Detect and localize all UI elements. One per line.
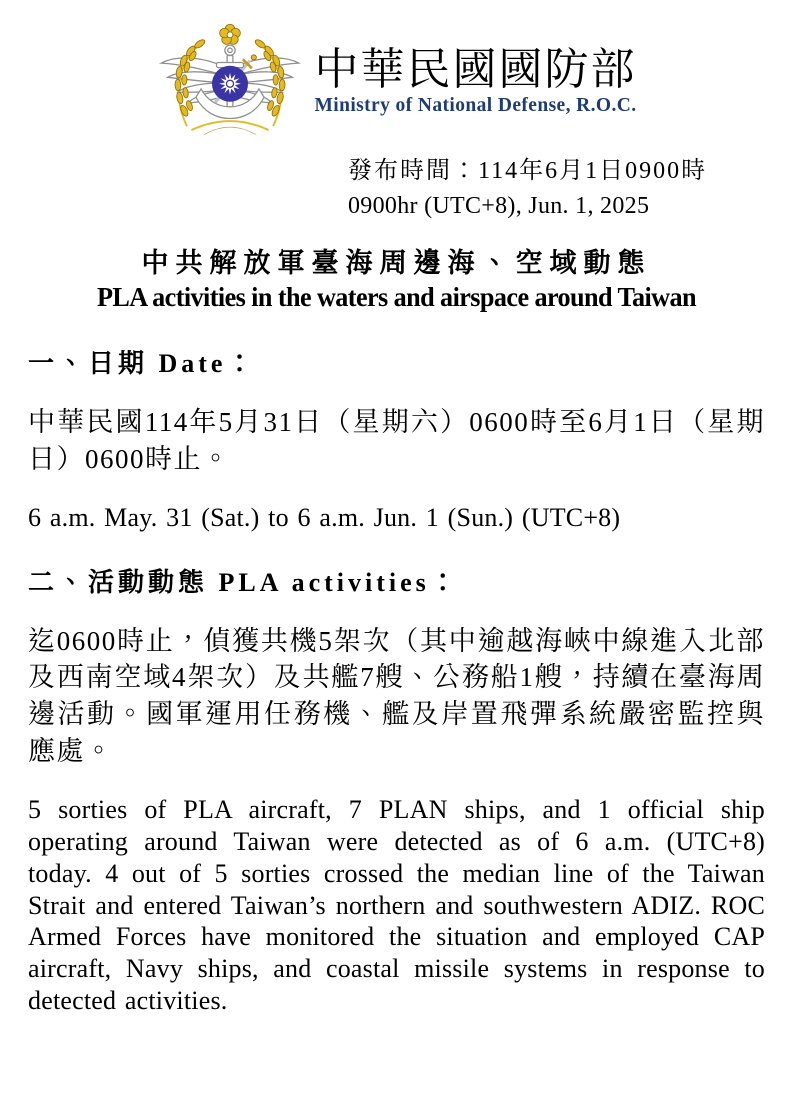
org-name-en: Ministry of National Defense, R.O.C. <box>314 94 637 116</box>
date-paragraph-en: 6 a.m. May. 31 (Sat.) to 6 a.m. Jun. 1 (Sun.) (UTC+8) <box>28 502 621 532</box>
document-title-en: PLA activities in the waters and airspace around Taiwan <box>96 281 697 312</box>
release-time-zh: 發布時間：114年6月1日0900時 <box>348 158 708 184</box>
mnd-emblem-icon <box>156 22 304 141</box>
plum-blossom-icon <box>220 24 241 44</box>
org-name-zh: 中華民國國防部 <box>314 45 637 95</box>
section-date-heading: 一、日期 Date： <box>28 349 257 379</box>
document-body <box>28 348 765 1016</box>
release-time <box>348 154 793 224</box>
section-activities-heading: 二、活動動態 PLA activities： <box>28 568 460 598</box>
wreath-base-icon <box>192 121 269 135</box>
activities-paragraph-en: 5 sorties of PLA aircraft, 7 PLAN ships, and 1 official ship operating around Taiwan were detected as of 6 a.m. (UTC+8) today. 4 out of 5 sorties crossed the median line of the Taiwan Strait and entered Taiwan’s northern and southwestern ADIZ. ROC Armed Forces have monitored the situation and employed CAP aircraft, Navy ships, and coastal missile systems in response to detected activities. <box>28 795 765 1015</box>
date-paragraph-zh: 中華民國114年5月31日（星期六）0600時至6月1日（星期日）0600時止。 <box>28 406 765 474</box>
header <box>0 0 793 141</box>
org-name-block <box>314 46 636 116</box>
release-time-en: 0900hr (UTC+8), Jun. 1, 2025 <box>348 192 650 219</box>
document-title <box>0 246 793 315</box>
wheat-wreath-left-icon <box>175 38 206 126</box>
activities-paragraph-zh: 迄0600時止，偵獲共機5架次（其中逾越海峽中線進入北部及西南空域4架次）及共艦7艘、公務船1艘，持續在臺海周邊活動。國軍運用任務機、艦及岸置飛彈系統嚴密監控與應處。 <box>28 625 765 767</box>
document-title-zh: 中共解放軍臺海周邊海、空域動態 <box>141 247 652 278</box>
roc-sun-emblem-icon <box>212 66 248 102</box>
